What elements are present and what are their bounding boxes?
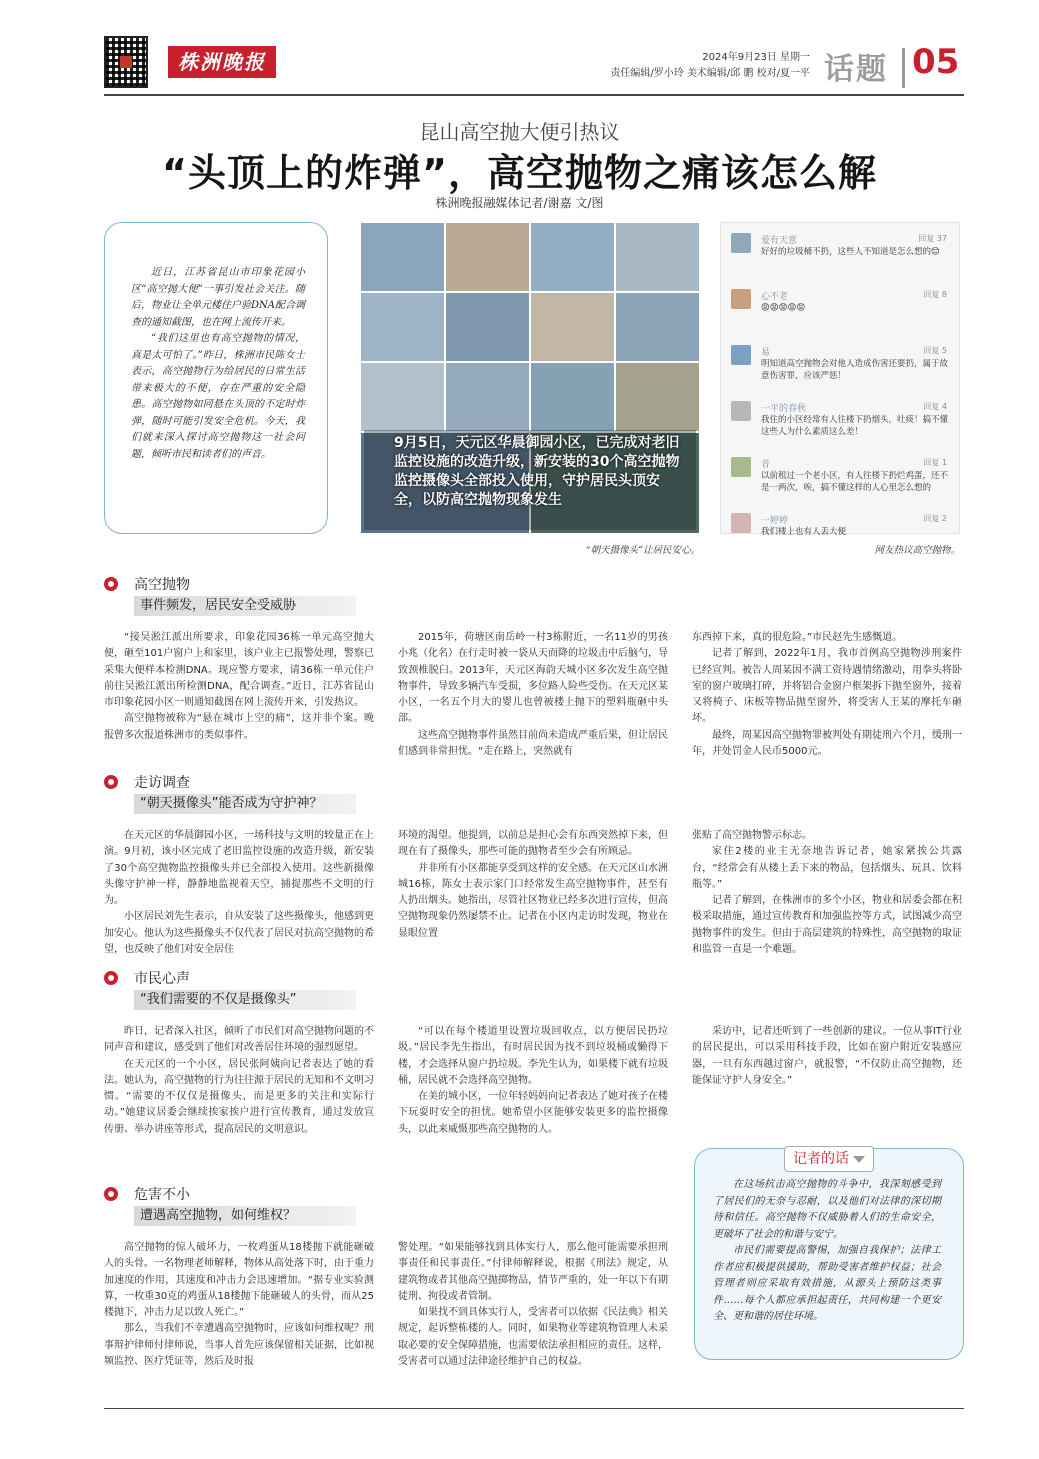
section-subtitle: 事件频发，居民安全受威胁	[134, 596, 356, 616]
text-column	[104, 1240, 374, 1370]
paragraph: 高空抛物被称为“悬在城市上空的痛”，这并非个案。晚报曾多次报道株洲市的类似事件。	[104, 713, 374, 741]
article-headline: “头顶上的炸弹”，高空抛物之痛该怎么解	[162, 151, 877, 195]
qr-code	[104, 36, 148, 88]
section-subtitle: “我们需要的不仅是摄像头”	[134, 990, 356, 1010]
photo-caption: “朝天摄像头”让居民安心。	[585, 545, 700, 556]
paragraph: 家住2楼的业主无奈地告诉记者，她家紧挨公共露台，“经常会有从楼上丢下来的物品，包括烟头、玩具、饮料瓶等。”	[692, 846, 962, 890]
header-rule	[104, 94, 964, 96]
text-column	[692, 630, 962, 760]
photo-tile	[615, 222, 700, 292]
text-column	[104, 1024, 374, 1138]
section-bullet-icon	[104, 775, 118, 789]
comment-item	[731, 455, 949, 511]
paragraph: 在美的城小区，一位年轻妈妈向记者表达了她对孩子在楼下玩耍时安全的担忧。她希望小区能够安装更多的监控摄像头，以此来威慑那些高空抛物的人。	[398, 1091, 668, 1135]
paragraph: 环境的渴望。他提到，以前总是担心会有东西突然掉下来，但现在有了摄像头，那些可能的抛物者至少会有所顾忌。	[398, 830, 668, 858]
paragraph: 采访中，记者还听到了一些创新的建议。一位从事IT行业的居民提出，可以采用科技手段，比如在窗户附近安装感应器，一旦有东西越过窗户，就报警，“不仅防止高空抛物，还能保证守护人身安全。”	[692, 1026, 962, 1086]
text-column	[104, 828, 374, 958]
avatar	[731, 457, 751, 477]
footer-rule	[104, 1408, 964, 1409]
avatar	[731, 513, 751, 533]
comment-author: 爱有天意	[761, 236, 798, 246]
comment-meta: 回复 4	[923, 402, 947, 411]
text-column	[398, 630, 668, 760]
paragraph: 记者了解到，在株洲市的多个小区，物业和居委会都在积极采取措施，通过宣传教育和加强监控等方式，试图减少高空抛物事件的发生。但由于高层建筑的特殊性，高空抛物的取证和监管一直是一个难题。	[692, 895, 962, 956]
avatar	[731, 289, 751, 309]
photo-tile	[445, 292, 530, 362]
page-number: 05	[912, 42, 960, 82]
comment-item	[731, 287, 949, 343]
intro-box	[104, 222, 328, 534]
text-column	[398, 1240, 668, 1370]
article-byline: 株洲晚报融媒体记者/谢嘉 文/图	[435, 196, 604, 210]
comment-item	[731, 511, 949, 567]
intro-paragraph: “我们这里也有高空抛物的情况，真是太可怕了。”昨日，株洲市民陈女士表示，高空抛物行为给居民的日常生活带来极大的不便，存在严重的安全隐患。高空抛物如同悬在头顶的不定时炸弹，随时可能引发安全危机。今天，我们就来深入探讨高空抛物这一社会问题，倾听市民和读者们的声音。	[131, 333, 305, 460]
editor-credits: 责任编辑/罗小玲 美术编辑/邱 鹏 校对/夏一平	[610, 68, 810, 79]
paragraph: 小区居民刘先生表示，自从安装了这些摄像头，他感到更加安心。他认为这些摄像头不仅代表了居民对抗高空抛物的希望，也反映了他们对安全居住	[104, 911, 374, 956]
photo-tile	[530, 222, 615, 292]
section-title: 市民心声	[134, 971, 190, 987]
reporter-note-box	[694, 1148, 964, 1360]
section-header-2	[104, 772, 404, 816]
comment-author: 一平的春秋	[761, 404, 807, 414]
text-column	[104, 630, 374, 744]
section-name: 话题	[824, 52, 888, 87]
intro-paragraph: 近日，江苏省昆山市印象花园小区“高空抛大便”一事引发社会关注。随后，物业让全单元楼住户验DNA配合调查的通知截图，也在网上流传开来。	[131, 267, 305, 328]
photo-tile	[360, 292, 445, 362]
comment-meta: 回复 5	[923, 346, 947, 355]
comment-meta: 回复 2	[923, 514, 947, 523]
comment-item	[731, 399, 949, 455]
comment-item	[731, 343, 949, 399]
photo-tile	[445, 362, 530, 432]
avatar	[731, 401, 751, 421]
article-kicker: 昆山高空抛大便引热议	[419, 120, 620, 144]
comment-meta: 回复 8	[923, 290, 947, 299]
paragraph: 在天元区的华晨御园小区，一场科技与文明的较量正在上演。9月初，该小区完成了老旧监控设施的改造升级，新安装了30个高空抛物监控摄像头并已全部投入使用。这些新摄像头像守护神一样，静静地监视着天空，捕捉那些不文明的行为。	[104, 830, 374, 907]
comment-item	[731, 231, 949, 287]
section-title: 危害不小	[134, 1187, 190, 1203]
paragraph: 在天元区的一个小区，居民张阿姨向记者表达了她的看法。她认为，高空抛物的行为往往源于居民的无知和不文明习惯。“需要的不仅仅是摄像头，而是更多的关注和实际行动。”她建议居委会继续挨家挨户进行宣传教育，通过发放宣传册、举办讲座等形式，提高居民的文明意识。	[104, 1058, 374, 1135]
comment-text: 以前租过一个老小区，有人往楼下扔烂鸡蛋，还不是一两次，唉，搞不懂这样的人心里怎么想的	[761, 471, 949, 493]
qr-logo-dot	[120, 56, 132, 68]
reporter-note-title: 记者的话	[784, 1146, 874, 1172]
paragraph: 如果找不到具体实行人，受害者可以依据《民法典》相关规定，起诉整栋楼的人。同时，如果物业等建筑物管理人未采取必要的安全保障措施，也需要依法承担相应的责任。这样，受害者可以通过法律途径维护自己的权益。	[398, 1307, 668, 1368]
section-header-3	[104, 968, 404, 1012]
newspaper-logo: 株洲晚报	[168, 46, 276, 78]
comment-author: 昔	[761, 460, 771, 470]
comments-caption: 网友热议高空抛物。	[874, 545, 960, 556]
paragraph: 警处理。“如果能够找到具体实行人，那么他可能需要承担刑事责任和民事责任。”付律师解释说，根据《刑法》规定，从建筑物或者其他高空抛掷物品，情节严重的，处一年以下有期徒刑、拘役或者管制。	[398, 1242, 668, 1302]
paragraph: 昨日，记者深入社区，倾听了市民们对高空抛物问题的不同声音和建议，感受到了他们对改善居住环境的强烈愿望。	[104, 1026, 374, 1054]
paragraph: 东西掉下来，真的很危险。”市民赵先生感慨道。	[692, 632, 903, 643]
photo-overlay-text: 9月5日，天元区华晨御园小区，已完成对老旧监控设施的改造升级，新安装的30个高空抛物监控摄像头全部投入使用，守护居民头顶安全，以防高空抛物现象发生	[394, 435, 680, 508]
paragraph: 2015年，荷塘区南岳岭一村3栋附近，一名11岁的男孩小兆（化名）在行走时被一袋从天而降的垃圾击中后脑勺，导致颈椎脱臼。2013年，天元区海韵天城小区多次发生高空抛物事件，导致多辆汽车受损，多位路人险些受伤。在天元区某小区，一名五个月大的婴儿也曾被楼上抛下的塑料瓶砸中头部。	[398, 632, 668, 725]
photo-tile	[530, 292, 615, 362]
comment-meta: 回复 37	[918, 234, 947, 243]
paragraph: 并非所有小区都能享受到这样的安全感。在天元区山水洲城16栋，陈女士表示家门口经常发生高空抛物事件，甚至有人扔出烟头。她指出，尽管社区物业已经多次进行宣传，但高空抛物现象仍然屡禁不止。记者在小区内走访时发现，物业在显眼位置	[398, 862, 668, 939]
paragraph: 那么，当我们不幸遭遇高空抛物时，应该如何维权呢？刑事辩护律师付律师说，当事人首先应该保留相关证据，比如视频监控、医疗凭证等，然后及时报	[104, 1323, 374, 1368]
text-column	[398, 1024, 668, 1138]
comment-author: 易	[761, 348, 771, 358]
photo-tile	[360, 222, 445, 292]
section-bullet-icon	[104, 971, 118, 985]
section-header-1	[104, 574, 404, 618]
section-subtitle: 遭遇高空抛物，如何维权？	[134, 1206, 356, 1226]
section-subtitle: “朝天摄像头”能否成为守护神？	[134, 794, 356, 814]
section-title: 走访调查	[134, 775, 190, 791]
section-bullet-icon	[104, 577, 118, 591]
paragraph: “接吴淞江派出所要求，印象花园36栋一单元高空抛大便，砸至101户窗户上和家里，该户业主已报警处理，警察已采集大便样本检测DNA。现应警方要求，请36栋一单元住户前往吴淞江派出所检测DNA，配合调查。”近日，江苏省昆山市印象花园小区一则通知截图在网上流传开来，引发热议。	[104, 632, 374, 709]
paragraph: 高空抛物的惊人破坏力，一枚鸡蛋从18楼抛下就能砸破人的头骨。一名物理老师解释，物体从高处落下时，由于重力加速度的作用，其速度和冲击力会迅速增加。“据专业实验测算，一枚重30克的鸡蛋从18楼抛下能砸破人的头骨，而从25楼抛下，冲击力足以致人死亡。”	[104, 1242, 374, 1319]
section-divider	[902, 48, 905, 88]
paragraph: 记者了解到，2022年1月，我市首例高空抛物涉刑案件已经宣判。被告人周某因不满工资待遇情绪激动，用拳头将卧室的窗户玻璃打碎，并将铝合金窗户框架拆下抛至窗外，接着又将椅子、床板等物品抛至窗外，将受害人王某的摩托车砸坏。	[692, 648, 962, 725]
comment-author: 心不老	[761, 292, 789, 302]
photo-tile	[360, 362, 445, 432]
paragraph: 这些高空抛物事件虽然目前尚未造成严重后果，但让居民们感到非常担忧。“走在路上，突然就有	[398, 729, 668, 758]
paragraph: “可以在每个楼道里设置垃圾回收点，以方便居民扔垃圾。”居民李先生指出，有时居民因为找不到垃圾桶或懒得下楼，才会选择从窗户扔垃圾。李先生认为，如果楼下就有垃圾桶，居民就不会选择高空抛物。	[398, 1026, 668, 1086]
section-header-4	[104, 1184, 404, 1228]
photo-tile	[530, 362, 615, 432]
comment-text: 我住的小区经常有人往楼下扔烟头，吐痰！搞不懂这些人为什么素质这么差！	[761, 415, 949, 437]
note-paragraph: 在这场抗击高空抛物的斗争中，我深刻感受到了居民们的无奈与忍耐，以及他们对法律的深切期待和信任。高空抛物不仅威胁着人们的生命安全，更破坏了社会的和谐与安宁。	[713, 1179, 941, 1240]
comments-screenshot	[720, 222, 960, 537]
text-column	[692, 828, 962, 958]
comment-text: 好好的垃圾桶不扔，这些人不知道是怎么想的😊	[761, 247, 940, 257]
issue-date: 2024年9月23日 星期一	[702, 52, 810, 63]
section-bullet-icon	[104, 1187, 118, 1201]
photo-tile	[445, 222, 530, 292]
text-column	[692, 1024, 962, 1089]
comment-author: 一婷婷	[761, 516, 789, 526]
comment-meta: 回复 1	[923, 458, 947, 467]
paragraph: 最终，周某因高空抛物罪被判处有期徒刑六个月，缓刑一年，并处罚金人民币5000元。	[692, 729, 962, 758]
camera-photo-collage	[360, 222, 700, 534]
note-paragraph: 市民们需要提高警惕，加强自我保护；法律工作者应积极提供援助，帮助受害者维护权益；社会管理者则应采取有效措施，从源头上预防这类事件……每个人都应承担起责任，共同构建一个更安全、更和谐的居住环境。	[713, 1245, 941, 1322]
comment-text: 我们楼上也有人丢大便	[761, 527, 847, 537]
text-column	[398, 828, 668, 942]
paragraph: 张贴了高空抛物警示标志。	[692, 830, 812, 841]
photo-tile	[615, 292, 700, 362]
photo-tile	[615, 362, 700, 432]
section-title: 高空抛物	[134, 577, 190, 593]
avatar	[731, 233, 751, 253]
avatar	[731, 345, 751, 365]
comment-text: 😡😡😡😡😡	[761, 303, 806, 313]
comment-text: 明知道高空抛物会对他人造成伤害还要扔，属于故意伤害罪，应该严惩！	[761, 359, 949, 381]
